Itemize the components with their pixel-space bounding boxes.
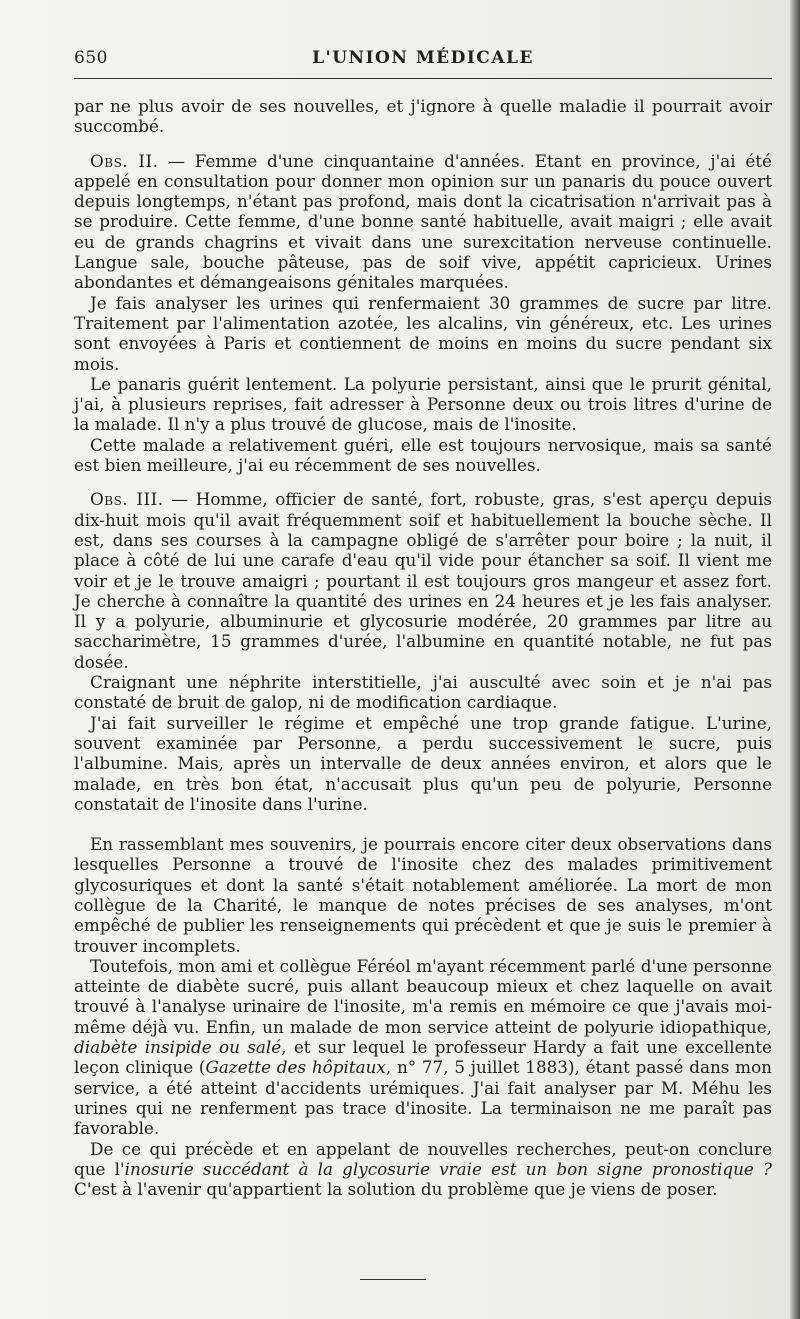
- observation-label: Obs. II.: [90, 150, 159, 171]
- observation-paragraph: [74, 151, 772, 293]
- paragraph: J'ai fait surveiller le régime et empêché une trop grande fatigue. L'urine, souvent examinée par Personne, a perdu successivement le sucre, puis l'albumine. Mais, après un intervalle de deux années environ, et alors que le malade, en très bon état, n'accusait plus qu'un peu de polyurie, Personne constatait de l'inosite dans l'urine.: [74, 712, 772, 814]
- paragraph: Le panaris guérit lentement. La polyurie persistant, ainsi que le prurit génital, j'ai, à plusieurs reprises, fait adresser à Personne deux ou trois litres d'urine de la malade. Il n'y a plus trouvé de glucose, mais de l'inosite.: [74, 373, 772, 435]
- observation-paragraph: [74, 489, 772, 672]
- text-run: Toutefois, mon ami et collègue Féréol m'ayant récemment parlé d'une personne atteinte de diabète sucré, puis allant beaucoup mieux et chez laquelle on avait trouvé à l'analyse urinaire de l'inosite, m'a remis en mémoire ce que j'avais moi-même déjà vu. Enfin, un malade de mon service atteint de polyurie idiopathique,: [74, 955, 772, 1037]
- end-rule: [360, 1279, 426, 1280]
- paragraph: [74, 956, 772, 1139]
- paragraph-gap: [74, 137, 772, 151]
- paragraph: En rassemblant mes souvenirs, je pourrais encore citer deux observations dans lesquelles Personne a trouvé de l'inosite chez des malades primitivement glycosuriques et dont la santé s'était notablement améliorée. La mort de mon collègue de la Charité, le manque de notes précises de ses analyses, m'ont empêché de publier les renseignements qui précèdent et que je suis le premier à trouver incomplets.: [74, 834, 772, 956]
- header-rule: [74, 78, 772, 79]
- italic-text: inosurie succédant à la glycosurie vraie est un bon signe pronostique ?: [124, 1158, 772, 1179]
- text-run: De ce qui précède et en appelant de nouvelles recherches, peut-on conclure que l': [74, 1138, 772, 1179]
- observation-text: — Femme d'une cinquantaine d'années. Etant en province, j'ai été appelé en consultation pour donner mon opinion sur un panaris du pouce ouvert depuis longtemps, n'étant pas profond, mais dont la cicatrisation n'arrivait pas à se produire. Cette femme, d'une bonne santé habituelle, avait maigri ; elle avait eu de grands chagrins et vivait dans une surexcitation nerveuse continuelle. Langue sale, bouche pâteuse, pas de soif vive, appétit capricieux. Urines abondantes et démangeaisons génitales marquées.: [74, 150, 772, 293]
- italic-text: Gazette des hôpitaux: [205, 1057, 386, 1078]
- paragraph: [74, 1139, 772, 1200]
- page-header: [74, 46, 772, 72]
- text-run: , n° 77, 5 juillet 1883), étant passé dans mon service, a été atteint d'accidents urémiques. J'ai fait analyser par M. Méhu les urines qui ne renferment pas trace d'inosite. La terminaison ne me paraît pas favorable.: [74, 1057, 772, 1139]
- page-number: 650: [74, 48, 108, 68]
- article-body: [74, 96, 772, 1199]
- text-run: C'est à l'avenir qu'appartient la solution du problème que je viens de poser.: [74, 1179, 718, 1200]
- text-run: , et sur lequel le professeur Hardy a fait une excellente leçon clinique (: [74, 1037, 772, 1078]
- observation-label: Obs. III.: [90, 489, 164, 510]
- paragraph: par ne plus avoir de ses nouvelles, et j'ignore à quelle maladie il pourrait avoir succombé.: [74, 96, 772, 137]
- paragraph-gap: [74, 814, 772, 834]
- paragraph: Craignant une néphrite interstitielle, j'ai ausculté avec soin et je n'ai pas constaté de bruit de galop, ni de modification cardiaque.: [74, 672, 772, 713]
- observation-text: — Homme, officier de santé, fort, robuste, gras, s'est aperçu depuis dix-huit mois qu'il avait fréquemment soif et habituellement la bouche sèche. Il est, dans ses courses à la campagne obligé de s'arrêter pour boire ; la nuit, il place à côté de lui une carafe d'eau qu'il vide pour étancher sa soif. Il vient me voir et je le trouve amaigri ; pourtant il est toujours gros mangeur et assez fort. Je cherche à connaître la quantité des urines en 24 heures et je les fais analyser. Il y a polyurie, albuminurie et glycosurie modérée, 20 grammes par litre au saccharimètre, 15 grammes d'urée, l'albumine en quantité notable, ne fut pas dosée.: [74, 489, 772, 672]
- paragraph: Je fais analyser les urines qui renfermaient 30 grammes de sucre par litre. Traitement par l'alimentation azotée, les alcalins, vin généreux, etc. Les urines sont envoyées à Paris et contiennent de moins en moins du sucre pendant six mois.: [74, 292, 772, 374]
- paragraph: Cette malade a relativement guéri, elle est toujours nervosique, mais sa santé est bien meilleure, j'ai eu récemment de ses nouvelles.: [74, 434, 772, 476]
- paragraph-gap: [74, 475, 772, 489]
- italic-text: diabète insipide ou salé: [74, 1037, 282, 1058]
- page-edge-shadow: [790, 0, 800, 1319]
- running-title: L'UNION MÉDICALE: [312, 48, 534, 68]
